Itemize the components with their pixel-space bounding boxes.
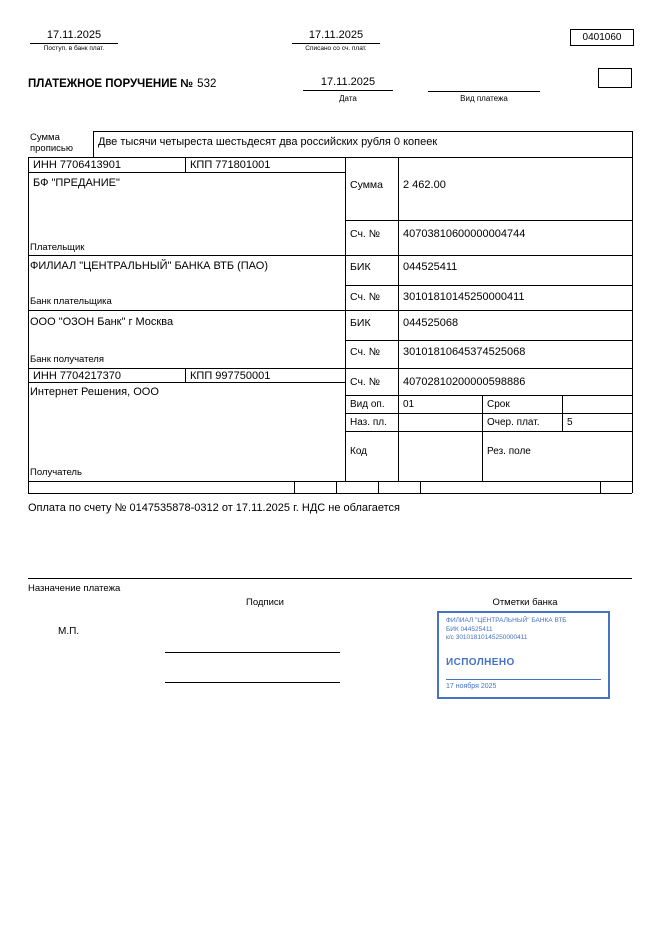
border-line bbox=[28, 157, 29, 493]
term-label: Срок bbox=[487, 399, 510, 410]
stamp-place-label: М.П. bbox=[58, 626, 80, 637]
border-line bbox=[28, 310, 632, 311]
border-line bbox=[398, 157, 399, 481]
stamp-status: ИСПОЛНЕНО bbox=[446, 656, 515, 668]
payer-kpp: КПП 771801001 bbox=[190, 159, 271, 171]
border-line bbox=[185, 157, 186, 172]
payment-purpose-label: Назначение платежа bbox=[28, 583, 121, 594]
bank-stamp bbox=[437, 611, 610, 699]
divider-line bbox=[336, 481, 337, 493]
payer-account: 40703810600000004744 bbox=[403, 228, 526, 240]
border-line bbox=[28, 481, 632, 482]
border-line bbox=[28, 157, 632, 158]
border-line bbox=[185, 368, 186, 382]
border-line bbox=[28, 172, 345, 173]
payee-account: 40702810200000598886 bbox=[403, 376, 526, 388]
amount-in-words-value: Две тысячи четыреста шестьдесят два российских рубля 0 копеек bbox=[98, 136, 438, 148]
border-line bbox=[93, 131, 94, 157]
document-title bbox=[28, 78, 216, 90]
amount-value: 2 462.00 bbox=[403, 179, 446, 191]
signatures-label: Подписи bbox=[246, 597, 284, 608]
document-title-text: ПЛАТЕЖНОЕ ПОРУЧЕНИЕ № bbox=[28, 78, 194, 90]
stamp-corr-account: к/с 30101810145250000411 bbox=[446, 634, 528, 641]
border-line bbox=[345, 413, 632, 414]
border-line bbox=[28, 368, 632, 369]
payer-bank-account: 30101810145250000411 bbox=[403, 291, 525, 303]
stamp-divider bbox=[446, 679, 601, 680]
divider-line bbox=[420, 481, 421, 493]
border-line bbox=[632, 131, 633, 493]
border-line bbox=[28, 382, 345, 383]
purpose-code-label: Наз. пл. bbox=[350, 417, 387, 428]
bank-marks-label: Отметки банка bbox=[492, 597, 558, 608]
stamp-bank-name: ФИЛИАЛ "ЦЕНТРАЛЬНЫЙ" БАНКА ВТБ bbox=[446, 617, 567, 624]
priority-label: Очер. плат. bbox=[487, 417, 540, 428]
payer-bank-name: ФИЛИАЛ "ЦЕНТРАЛЬНЫЙ" БАНКА ВТБ (ПАО) bbox=[30, 260, 268, 272]
border-line bbox=[28, 255, 632, 256]
payee-name: Интернет Решения, ООО bbox=[30, 386, 159, 398]
payment-type-underline bbox=[428, 91, 540, 92]
payee-bank-label: Банк получателя bbox=[30, 354, 104, 365]
status-code-box bbox=[598, 68, 632, 88]
debited-date: 17.11.2025 bbox=[292, 29, 380, 44]
payee-bank-bik: 044525068 bbox=[403, 317, 459, 329]
signature-line bbox=[165, 652, 340, 653]
border-line bbox=[482, 395, 483, 481]
op-type-label: Вид оп. bbox=[350, 399, 385, 410]
amount-label: Сумма bbox=[350, 179, 383, 191]
payer-bank-account-label: Сч. № bbox=[350, 291, 381, 303]
payer-label: Плательщик bbox=[30, 242, 85, 253]
payment-purpose-text: Оплата по счету № 0147535878-0312 от 17.11.2025 г. НДС не облагается bbox=[28, 502, 400, 514]
received-date-label: Поступ. в банк плат. bbox=[43, 45, 105, 52]
stamp-date: 17 ноября 2025 bbox=[446, 682, 497, 690]
payer-inn: ИНН 7706413901 bbox=[33, 159, 122, 171]
border-line bbox=[345, 395, 632, 396]
border-line bbox=[345, 285, 632, 286]
payee-bank-account: 30101810645374525068 bbox=[403, 346, 526, 358]
payee-inn: ИНН 7704217370 bbox=[33, 370, 122, 382]
reserve-field-label: Рез. поле bbox=[487, 446, 531, 457]
divider-line bbox=[378, 481, 379, 493]
document-date: 17.11.2025 bbox=[303, 76, 393, 91]
border-line bbox=[562, 395, 563, 431]
debited-date-label: Списано со сч. плат. bbox=[305, 45, 367, 52]
divider-line bbox=[600, 481, 601, 493]
payer-name: БФ "ПРЕДАНИЕ" bbox=[33, 177, 120, 189]
payee-bank-name: ООО "ОЗОН Банк" г Москва bbox=[30, 316, 174, 328]
payer-bank-label: Банк плательщика bbox=[30, 296, 112, 307]
op-type-value: 01 bbox=[403, 399, 415, 410]
payer-bank-bik: 044525411 bbox=[403, 261, 458, 273]
payee-label: Получатель bbox=[30, 467, 82, 478]
border-line bbox=[93, 131, 632, 132]
divider-line bbox=[294, 481, 295, 493]
payee-kpp: КПП 997750001 bbox=[190, 370, 271, 382]
border-line bbox=[345, 340, 632, 341]
document-date-label: Дата bbox=[339, 94, 357, 103]
border-line bbox=[28, 493, 632, 494]
payment-type-label: Вид платежа bbox=[460, 94, 508, 103]
border-line bbox=[345, 157, 346, 481]
payer-bank-bik-label: БИК bbox=[350, 261, 371, 273]
amount-in-words-label: Сумма прописью bbox=[30, 132, 73, 154]
border-line bbox=[345, 220, 632, 221]
priority-value: 5 bbox=[567, 417, 573, 428]
payee-bank-bik-label: БИК bbox=[350, 317, 371, 329]
signature-line bbox=[165, 682, 340, 683]
document-number: 532 bbox=[197, 78, 217, 90]
code-label: Код bbox=[350, 446, 368, 457]
payee-bank-account-label: Сч. № bbox=[350, 346, 381, 358]
border-line bbox=[28, 578, 632, 579]
stamp-bik: БИК 044525411 bbox=[446, 625, 493, 633]
border-line bbox=[345, 431, 632, 432]
payee-account-label: Сч. № bbox=[350, 376, 381, 388]
payer-account-label: Сч. № bbox=[350, 228, 381, 240]
received-date: 17.11.2025 bbox=[30, 29, 118, 44]
form-code-box: 0401060 bbox=[570, 29, 634, 46]
